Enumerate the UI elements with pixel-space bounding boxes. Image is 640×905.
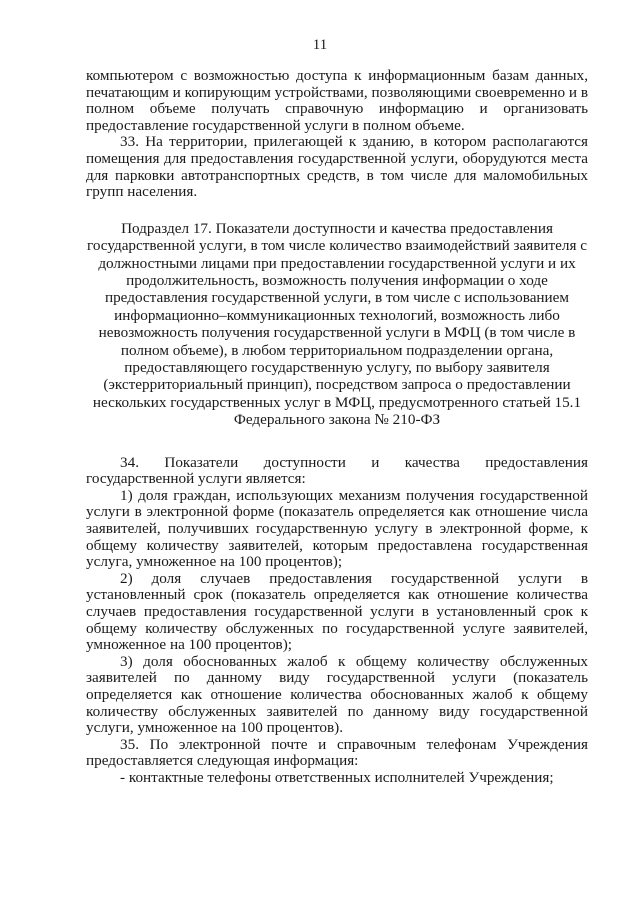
paragraph-34-item-2: 2) доля случаев предоставления государственной услуги в установленный срок (показатель определяется как отношение количества случаев предоставления государственной услуги в установленный срок к общему количеству обслуженных по государственной услуге заявителей, умноженное на 100 процентов); (86, 569, 588, 654)
paragraph-35-item-1: - контактные телефоны ответственных исполнителей Учреждения; (120, 768, 554, 786)
document-body (86, 68, 588, 787)
paragraph-34-item-1: 1) доля граждан, использующих механизм получения государственной услуги в электронной форме (показатель определяется как отношение числа заявителей, получивших государственную услугу в электронной форме, к общему количеству заявителей, которым предоставлена государственная услуга, умноженное на 100 процентов); (86, 486, 588, 571)
paragraph-33: 33. На территории, прилегающей к зданию, в котором располагаются помещения для предоставления государственной услуги, оборудуются места для парковки автотранспортных средств, в том числе для маломобильных групп населения. (86, 133, 588, 201)
page-number: 11 (312, 37, 328, 53)
paragraph-34: 34. Показатели доступности и качества предоставления государственной услуги является: (86, 453, 588, 488)
paragraph-34-item-3: 3) доля обоснованных жалоб к общему количеству обслуженных заявителей по данному виду государственной услуги (показатель определяется как отношение количества обоснованных жалоб к общему количеству обслуженных заявителей по данному виду государственной услуги, умноженное на 100 процентов). (86, 652, 588, 737)
subsection-heading: Подраздел 17. Показатели доступности и качества предоставления государственной услуги, в том числе количество взаимодействий заявителя с должностными лицами при предоставлении государственной услуги и их продолжительность, возможность получения информации о ходе предоставления государственной услуги, в том числе с использованием информационно–коммуникационных технологий, возможность либо невозможность получения государственной услуги в МФЦ (в том числе в полном объеме), в любом территориальном подразделении органа, предоставляющего государственную услугу, по выбору заявителя (экстерриториальный принцип), посредством запроса о предоставлении нескольких государственных услуг в МФЦ, предусмотренного статьей 15.1 Федерального закона № 210-ФЗ (86, 219, 588, 429)
paragraph-35: 35. По электронной почте и справочным телефонам Учреждения предоставляется следующая информация: (86, 735, 588, 770)
paragraph-continuation: компьютером с возможностью доступа к информационным базам данных, печатающим и копирующим устройствами, позволяющими своевременно и в полном объеме получать справочную информацию и организовать предоставление государственной услуги в полном объеме. (86, 67, 588, 134)
